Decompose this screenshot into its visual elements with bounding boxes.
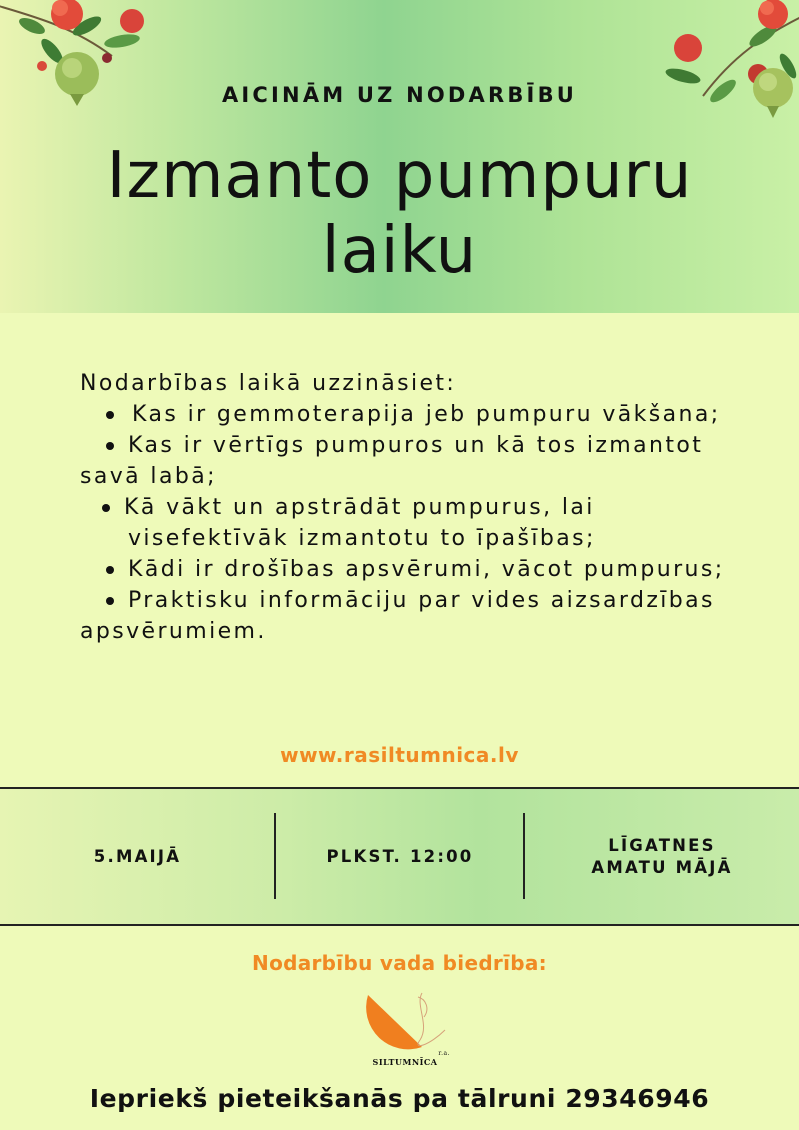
event-place: LĪGATNES AMATU MĀJĀ	[591, 835, 733, 877]
page-title	[0, 139, 799, 289]
topic-item: Kas ir gemmoterapija jeb pumpuru vākšana;	[80, 399, 740, 430]
divider	[274, 813, 276, 899]
bullet-icon	[102, 504, 110, 512]
topics-section	[80, 368, 740, 647]
topics-intro: Nodarbības laikā uzzināsiet:	[80, 371, 457, 396]
bullet-icon	[106, 566, 114, 574]
title-line-2: laiku	[321, 214, 478, 288]
logo-wordmark: r.a. SILTUMNĪCA	[372, 1050, 450, 1067]
bullet-icon	[106, 442, 114, 450]
topic-item: Kas ir vērtīgs pumpuros un kā tos izmantot savā labā;	[80, 433, 704, 489]
bullet-icon	[106, 597, 114, 605]
event-details-band	[0, 787, 799, 926]
event-time: PLKST. 12:00	[326, 846, 474, 866]
topic-item: Kā vākt un apstrādāt pumpurus, lai visefektīvāk izmantotu to īpašības;	[80, 492, 740, 554]
event-date: 5.MAIJĀ	[93, 846, 182, 866]
kicker-heading: AICINĀM UZ NODARBĪBU	[221, 83, 578, 107]
registration-phone: Iepriekš pieteikšanās pa tālruni 29346946	[89, 1084, 710, 1113]
website-link[interactable]: www.rasiltumnica.lv	[280, 743, 519, 767]
topics-list	[80, 399, 740, 647]
bullet-icon	[106, 411, 114, 419]
organizer-label: Nodarbību vada biedrība:	[252, 951, 547, 975]
header-banner	[0, 0, 799, 313]
topic-item: Praktisku informāciju par vides aizsardzības apsvērumiem.	[80, 588, 715, 644]
topic-item: Kādi ir drošības apsvērumi, vācot pumpurus;	[80, 554, 740, 585]
title-line-1: Izmanto pumpuru	[106, 139, 693, 213]
